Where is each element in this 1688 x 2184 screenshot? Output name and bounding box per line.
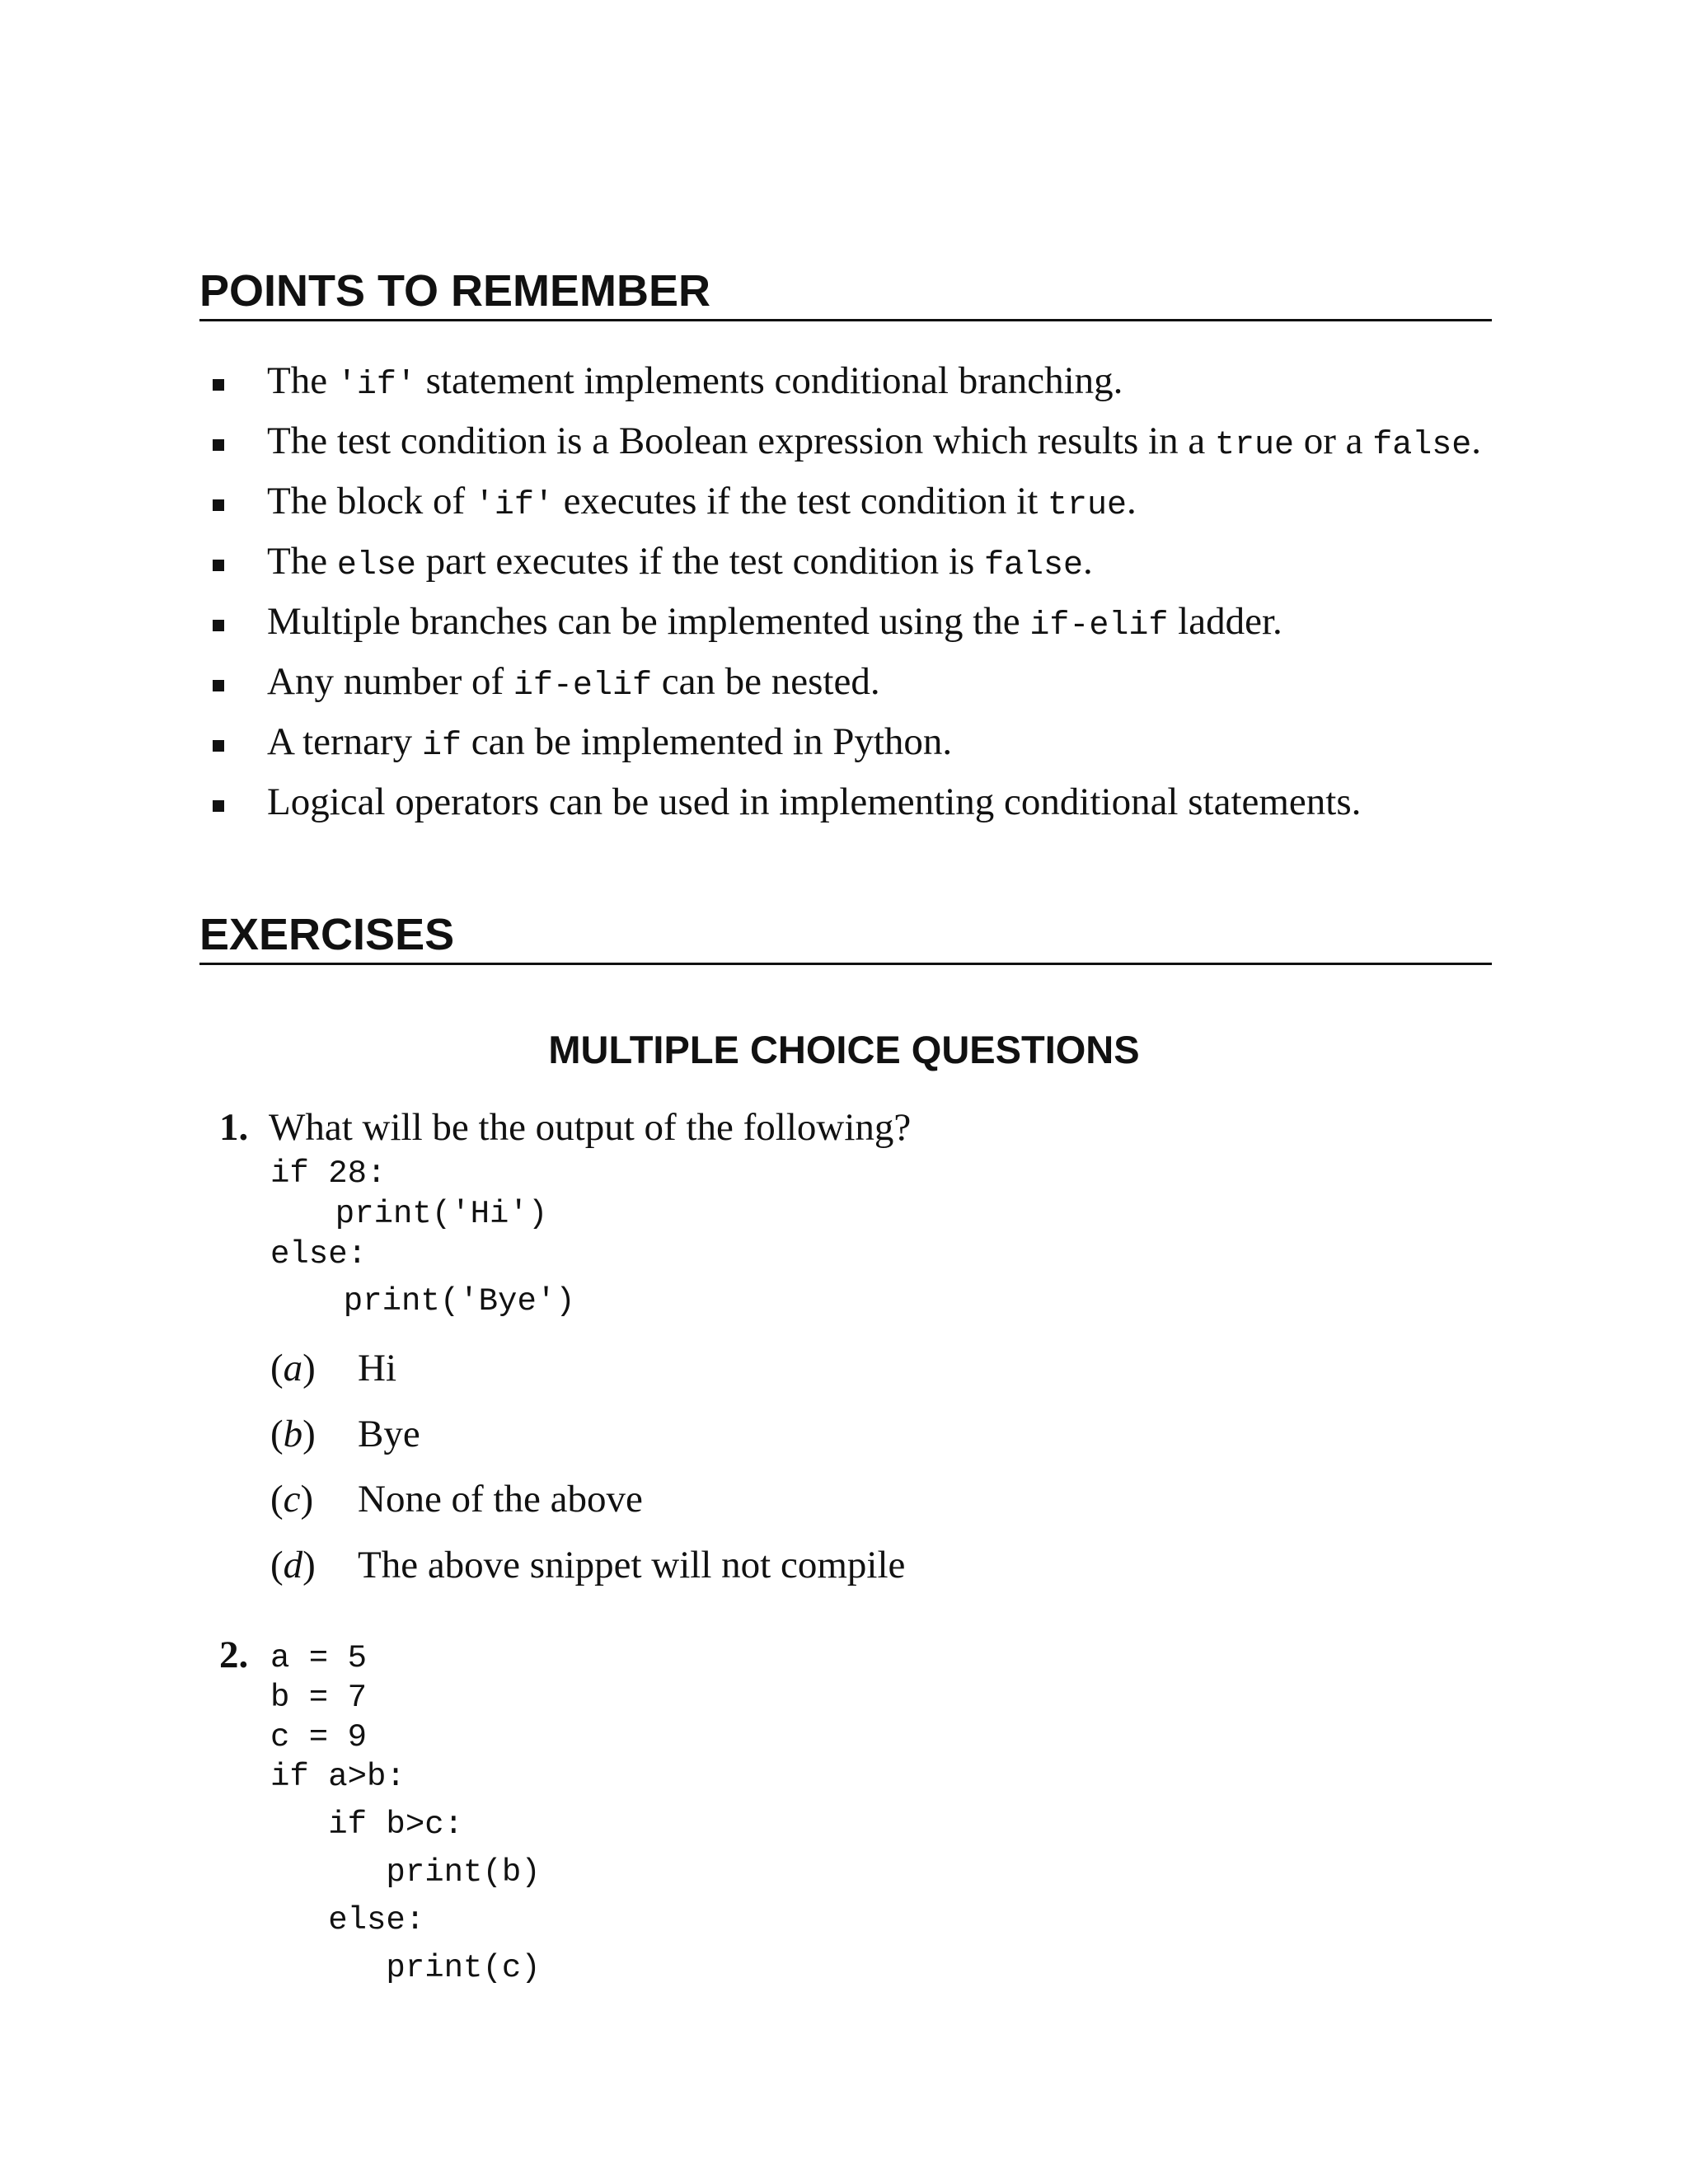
points-to-remember-heading: POINTS TO REMEMBER	[199, 266, 1492, 321]
question-1-number: 1.	[219, 1106, 249, 1149]
point-text: The	[267, 540, 337, 583]
point-item	[199, 598, 1485, 649]
question-2-code-line: else:	[270, 1902, 425, 1938]
inline-code: 'if'	[336, 367, 416, 404]
square-bullet-icon	[213, 379, 224, 391]
point-text: .	[1127, 480, 1137, 523]
point-item	[199, 538, 1485, 589]
question-1-option-a: (a) Hi	[270, 1347, 396, 1390]
inline-code: if	[421, 728, 462, 765]
point-text: The test condition is a Boolean expression which results in a	[267, 419, 1215, 462]
point-text: statement implements conditional branching.	[415, 359, 1123, 402]
point-text: Multiple branches can be implemented using the	[267, 600, 1030, 643]
exercises-heading: EXERCISES	[199, 910, 1492, 965]
points-list	[199, 358, 1485, 835]
question-1-code-line: print('Bye')	[305, 1283, 575, 1319]
point-text: .	[1083, 540, 1093, 583]
point-text: Any number of	[267, 660, 513, 703]
point-text: .	[1471, 419, 1482, 462]
point-text: A ternary	[267, 720, 422, 763]
point-text: can be implemented in Python.	[461, 720, 953, 763]
point-item	[199, 418, 1485, 469]
point-item	[199, 719, 1485, 770]
point-item	[199, 478, 1485, 529]
question-2-code-line: if b>c:	[270, 1807, 464, 1843]
inline-code: if-elif	[513, 668, 652, 705]
point-text: part executes if the test condition is	[415, 540, 984, 583]
square-bullet-icon	[213, 499, 224, 511]
point-item	[199, 779, 1485, 826]
inline-code: 'if'	[474, 487, 554, 524]
inline-code: false	[984, 547, 1084, 584]
question-1-option-d: (d) The above snippet will not compile	[270, 1544, 906, 1586]
square-bullet-icon	[213, 680, 224, 691]
question-2-number: 2.	[219, 1633, 249, 1676]
question-1-code-line: print('Hi')	[297, 1196, 548, 1232]
square-bullet-icon	[213, 560, 224, 571]
square-bullet-icon	[213, 439, 224, 451]
question-1-option-c: (c) None of the above	[270, 1478, 643, 1521]
inline-code: if-elif	[1029, 607, 1169, 644]
square-bullet-icon	[213, 740, 224, 752]
question-2-code-line: b = 7	[270, 1680, 368, 1716]
square-bullet-icon	[213, 620, 224, 631]
question-2-code-line: if a>b:	[270, 1759, 406, 1795]
question-1-text: What will be the output of the following?	[269, 1106, 912, 1149]
point-text: The	[267, 359, 337, 402]
inline-code: false	[1372, 427, 1472, 464]
point-text: ladder.	[1168, 600, 1282, 643]
question-2-code-line: print(b)	[270, 1854, 541, 1891]
question-2-code-line: c = 9	[270, 1719, 368, 1755]
question-1-code-line: else:	[270, 1236, 368, 1272]
question-2-code-line: a = 5	[270, 1640, 368, 1676]
point-text: The block of	[267, 480, 475, 523]
question-1-option-b: (b) Bye	[270, 1413, 420, 1455]
inline-code: true	[1048, 487, 1128, 524]
question-2-code-line: print(c)	[270, 1950, 541, 1986]
point-text: executes if the test condition it	[553, 480, 1048, 523]
inline-code: else	[336, 547, 416, 584]
point-text: or a	[1293, 419, 1373, 462]
mcq-heading: MULTIPLE CHOICE QUESTIONS	[548, 1028, 1140, 1071]
point-item	[199, 358, 1485, 409]
point-text: Logical operators can be used in implementing conditional statements.	[267, 780, 1362, 823]
inline-code: true	[1214, 427, 1294, 464]
point-item	[199, 658, 1485, 710]
question-1-code-line: if 28:	[270, 1155, 387, 1192]
square-bullet-icon	[213, 800, 224, 812]
point-text: can be nested.	[651, 660, 880, 703]
